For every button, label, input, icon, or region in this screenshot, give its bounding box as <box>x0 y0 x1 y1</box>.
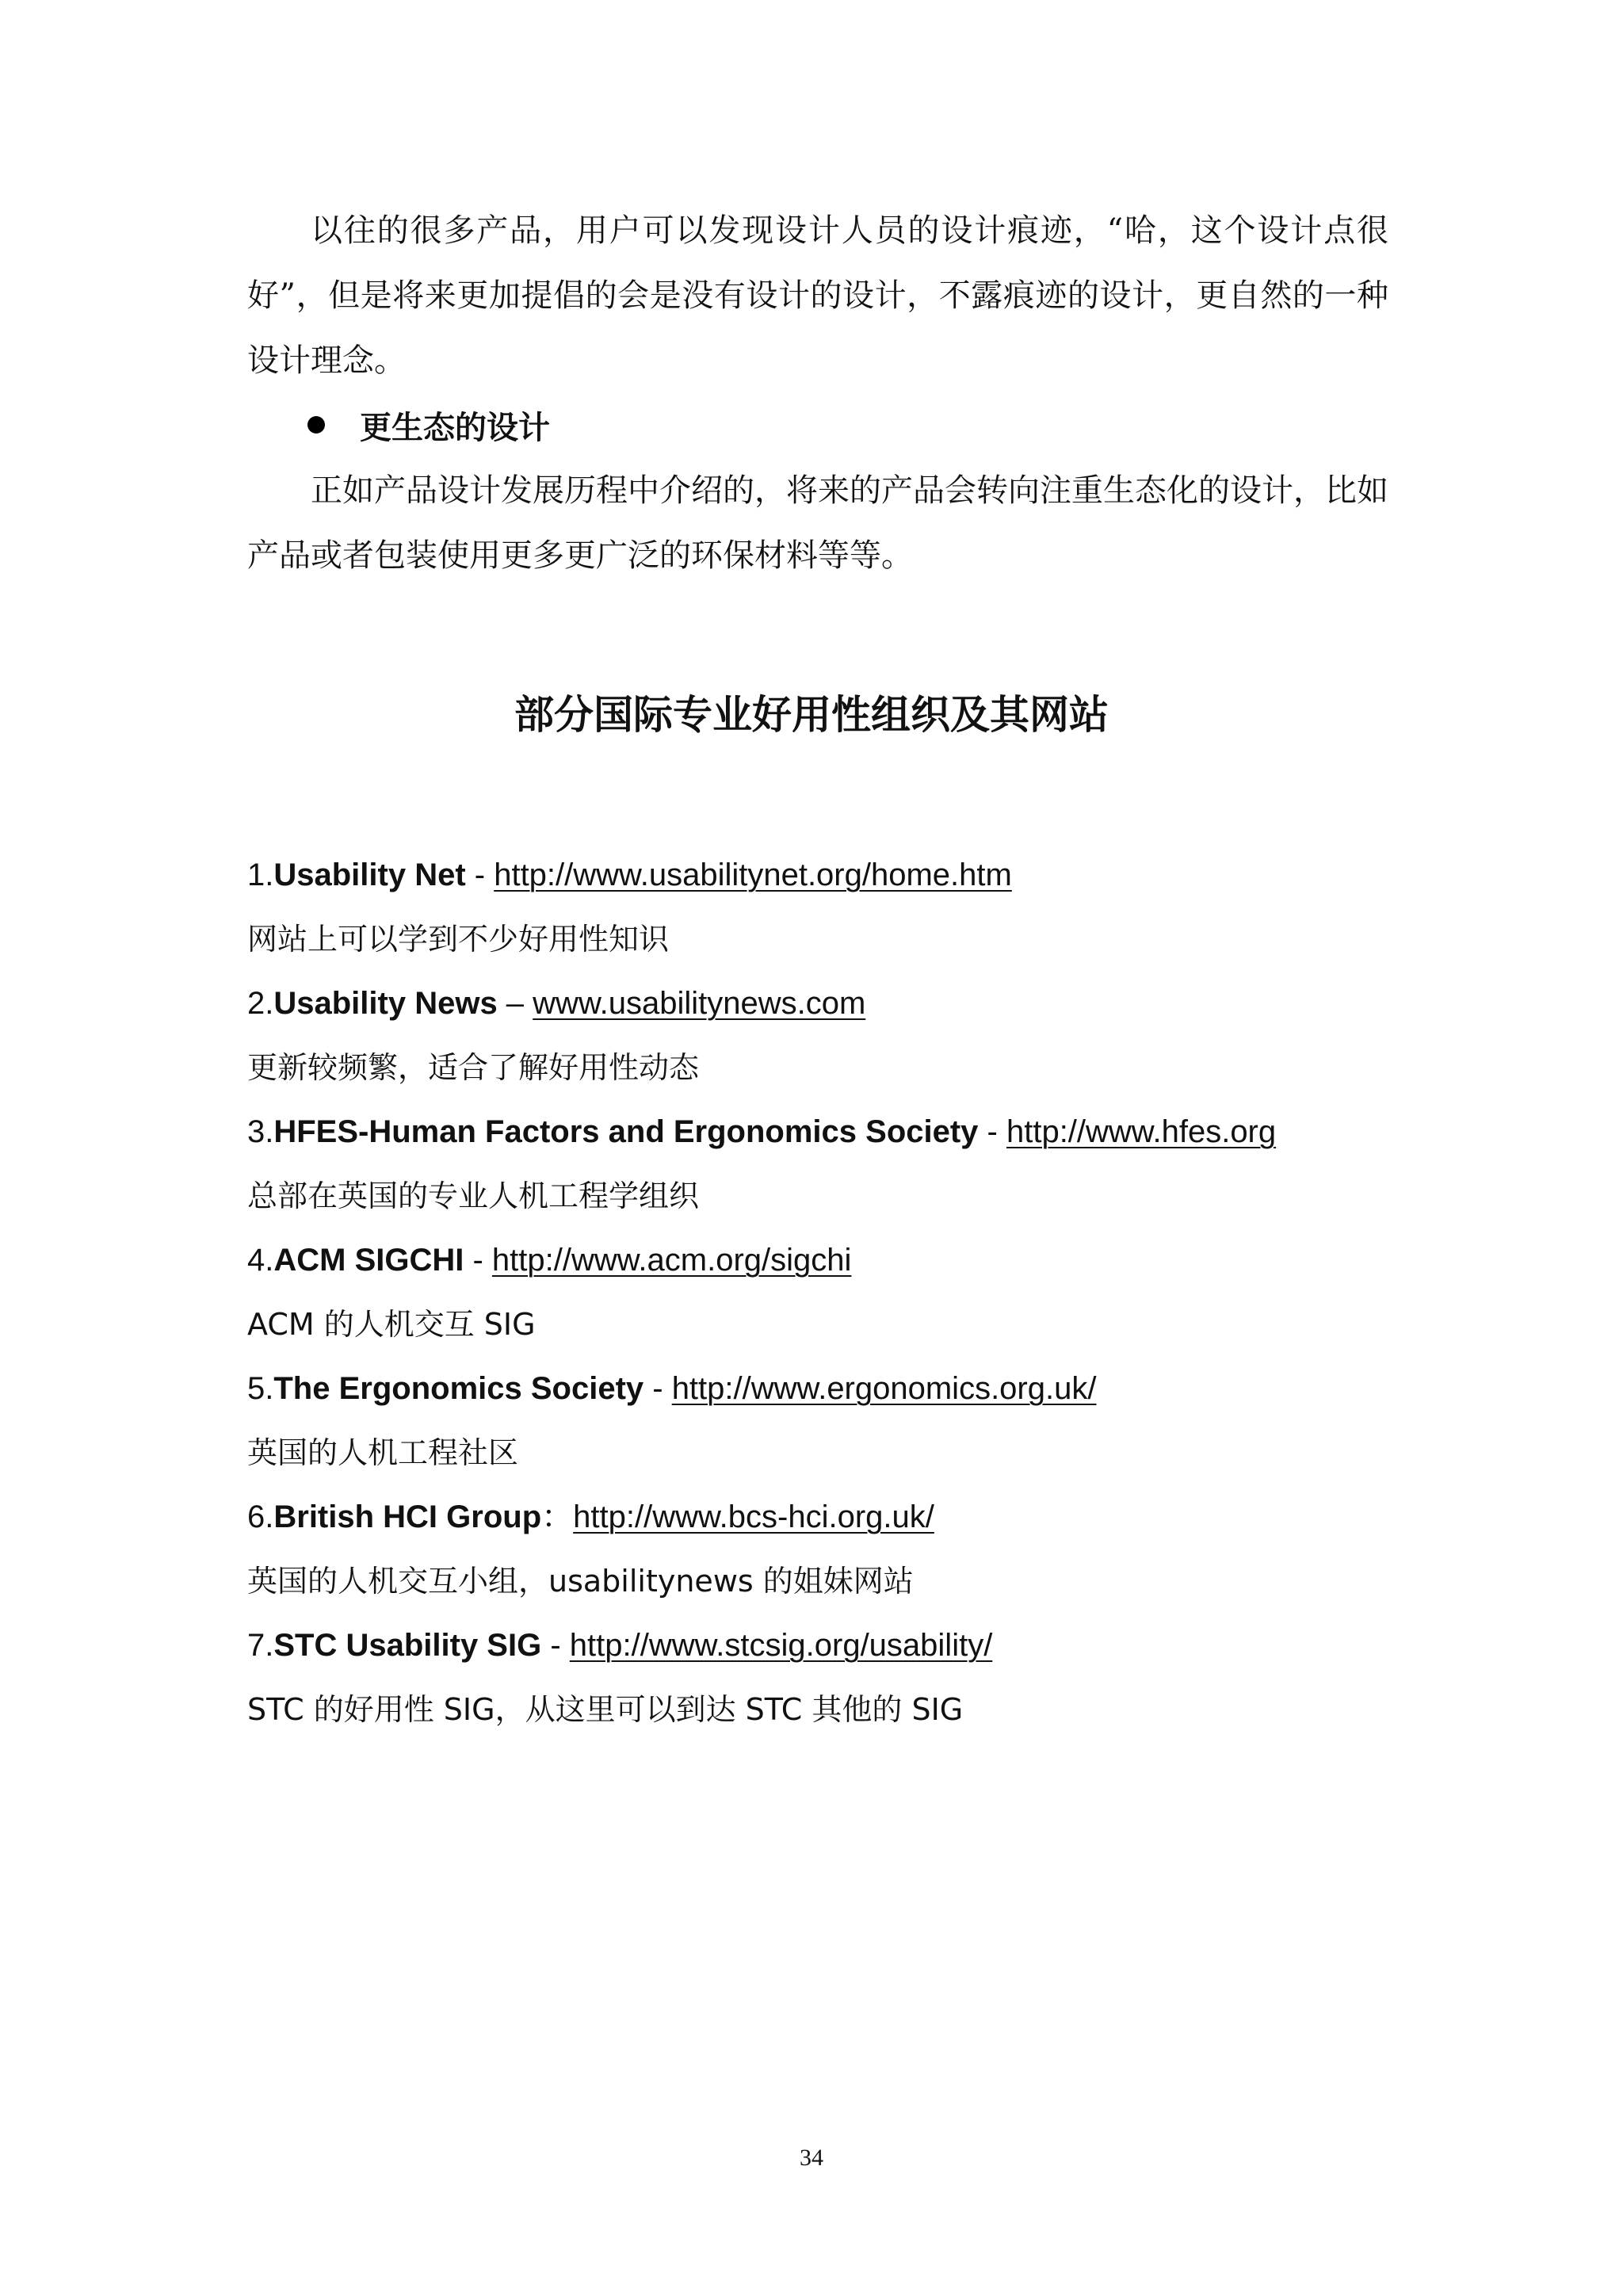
org-heading-line <box>247 843 1420 907</box>
org-number: 6. <box>247 1499 274 1534</box>
org-description: 更新较频繁，适合了解好用性动态 <box>247 1050 700 1085</box>
org-description: 英国的人机工程社区 <box>247 1435 519 1470</box>
list-item <box>247 1100 1420 1228</box>
org-link[interactable]: http://www.stcsig.org/usability/ <box>569 1628 993 1663</box>
org-description: ACM 的人机交互 SIG <box>247 1307 536 1342</box>
org-name: British HCI Group <box>273 1499 542 1534</box>
org-name: Usability News <box>273 986 498 1021</box>
org-name: HFES-Human Factors and Ergonomics Society <box>273 1114 979 1149</box>
org-number: 2. <box>247 986 274 1021</box>
org-separator: - <box>465 858 495 892</box>
org-separator: ： <box>541 1499 574 1534</box>
org-name: STC Usability SIG <box>273 1628 542 1663</box>
org-link[interactable]: http://www.acm.org/sigchi <box>491 1243 852 1278</box>
org-number: 3. <box>247 1114 274 1149</box>
org-link[interactable]: http://www.bcs-hci.org.uk/ <box>573 1499 934 1534</box>
list-item <box>247 972 1420 1100</box>
org-name: ACM SIGCHI <box>273 1243 464 1278</box>
org-separator: - <box>643 1371 672 1406</box>
org-number: 7. <box>247 1628 274 1663</box>
org-number: 4. <box>247 1243 274 1278</box>
org-heading-line <box>247 1485 1420 1549</box>
bullet-dot-icon <box>307 416 325 434</box>
org-heading-line <box>247 1100 1420 1164</box>
page-number: 34 <box>800 2145 823 2171</box>
org-link[interactable]: http://www.ergonomics.org.uk/ <box>671 1371 1097 1406</box>
org-separator: – <box>497 986 533 1021</box>
org-heading-line <box>247 972 1420 1036</box>
org-description: STC 的好用性 SIG，从这里可以到达 STC 其他的 SIG <box>247 1692 964 1727</box>
org-name: The Ergonomics Society <box>273 1371 644 1406</box>
list-item <box>247 843 1420 972</box>
org-link[interactable]: www.usabilitynews.com <box>533 986 866 1021</box>
org-separator: - <box>464 1243 492 1278</box>
intro-paragraph-1: 以往的很多产品，用户可以发现设计人员的设计痕迹，“哈，这个设计点很好”，但是将来更加提倡的会是没有设计的设计，不露痕迹的设计，更自然的一种设计理念。 <box>247 212 1388 379</box>
org-description: 网站上可以学到不少好用性知识 <box>247 922 670 957</box>
list-item <box>247 1357 1420 1485</box>
list-item <box>247 1228 1420 1357</box>
list-item <box>247 1614 1420 1742</box>
org-description: 英国的人机交互小组，usabilitynews 的姐妹网站 <box>247 1564 914 1599</box>
org-heading-line <box>247 1614 1420 1678</box>
org-heading-line <box>247 1228 1420 1293</box>
organization-list <box>247 843 1420 1742</box>
org-description: 总部在英国的专业人机工程学组织 <box>247 1179 700 1213</box>
intro-paragraph-2: 正如产品设计发展历程中介绍的，将来的产品会转向注重生态化的设计，比如产品或者包装使用更多更广泛的环保材料等等。 <box>247 472 1388 574</box>
org-number: 5. <box>247 1371 274 1406</box>
bullet-heading-text: 更生态的设计 <box>360 409 550 446</box>
org-link[interactable]: http://www.usabilitynet.org/home.htm <box>494 858 1012 892</box>
bullet-heading <box>307 393 550 457</box>
section-title: 部分国际专业好用性组织及其网站 <box>514 692 1109 738</box>
org-separator: - <box>978 1114 1006 1149</box>
org-link[interactable]: http://www.hfes.org <box>1006 1114 1277 1149</box>
list-item <box>247 1485 1420 1614</box>
org-separator: - <box>541 1628 570 1663</box>
org-number: 1. <box>247 858 274 892</box>
org-heading-line <box>247 1357 1420 1421</box>
org-name: Usability Net <box>273 858 466 892</box>
